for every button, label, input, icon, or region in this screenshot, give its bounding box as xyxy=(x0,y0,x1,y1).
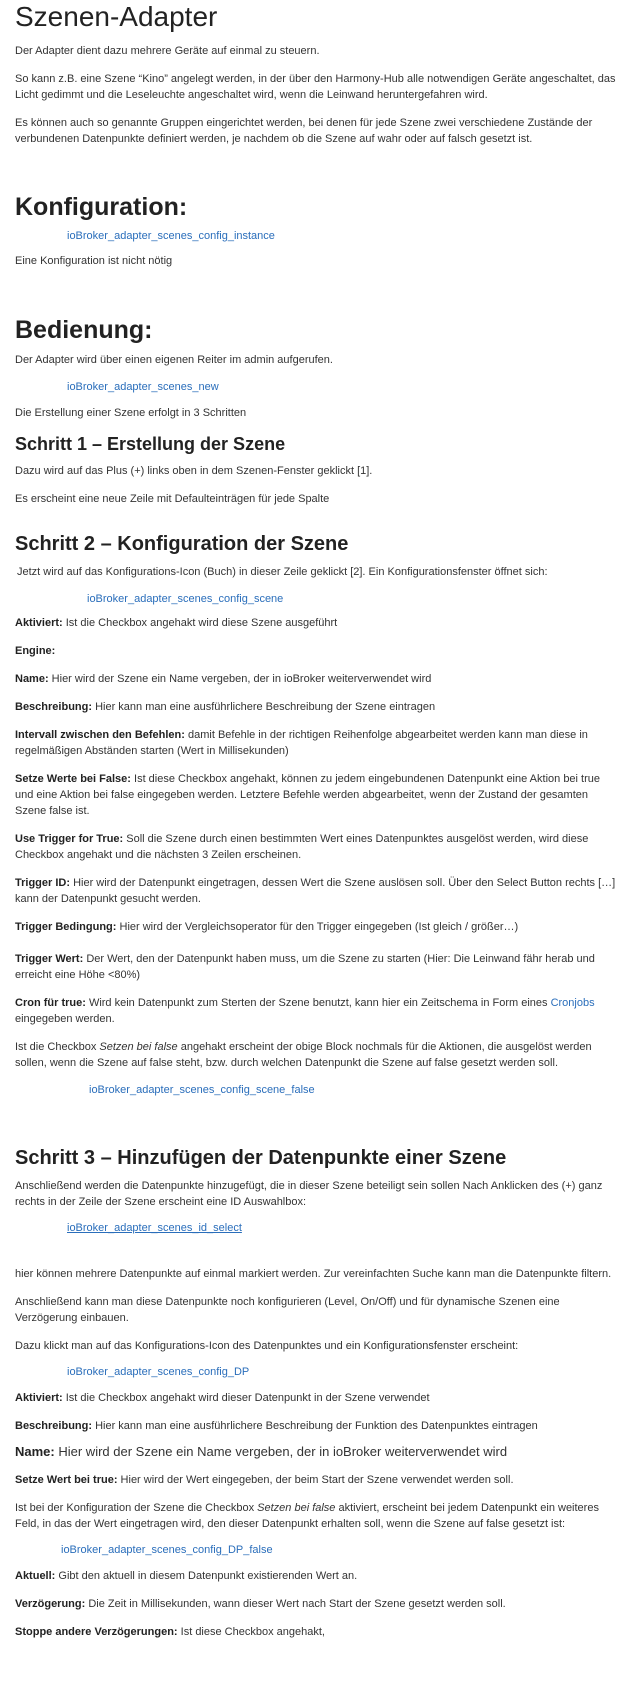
item-text: damit Befehle in der richtigen Reihenfolge abgearbeitet werden kann man diese in regelmäßigen Abständen starten (Wert in Millisekunden) xyxy=(15,729,588,757)
item-text: Soll die Szene durch einen bestimmten Wert eines Datenpunktes ausgelöst werden, wird diese Checkbox angehakt und die nächsten 3 Zeilen erscheinen. xyxy=(15,833,589,861)
step1-text-2: Es erscheint eine neue Zeile mit Defaulteinträgen für jede Spalte xyxy=(15,493,330,505)
item-text: Hier wird der Vergleichsoperator für den Trigger eingegeben (Ist gleich / größer…) xyxy=(116,921,519,933)
dp-name xyxy=(15,1444,617,1460)
item-text: Hier kann man eine ausführlichere Beschreibung der Funktion des Datenpunktes eintragen xyxy=(92,1420,538,1432)
heading-step-1: Schritt 1 – Erstellung der Szene xyxy=(15,434,286,454)
item-label: Use Trigger for True: xyxy=(15,833,124,845)
item-text: Ist diese Checkbox angehakt, können zu jedem eingebundenen Datenpunkt eine Aktion bei true und eine Aktion bei false eingegeben werden. Letztere Befehle werden abgearbeitet, wenn der Zustand der gesamten Szene false ist. xyxy=(15,773,601,817)
item-name xyxy=(15,671,617,687)
item-label: Cron für true: xyxy=(15,997,86,1009)
text-part: aktiviert, erscheint bei jedem Datenpunkt ein weiteres Feld, in das der Wert eingetragen wird, den dieser Datenpunkt erhalten soll, wenn die Szene auf false gesetzt ist: xyxy=(15,1502,599,1530)
step2-items xyxy=(15,615,617,1071)
image-link-id-select[interactable]: ioBroker_adapter_scenes_id_select xyxy=(67,1222,242,1234)
page-title: Szenen-Adapter xyxy=(15,1,218,32)
bedienung-text-2: Die Erstellung einer Szene erfolgt in 3 Schritten xyxy=(15,407,247,419)
step3-text-3: Anschließend kann man diese Datenpunkte noch konfigurieren (Level, On/Off) und für dynamische Szenen eine Verzögerung einbauen. xyxy=(15,1296,560,1324)
dp-verzoegerung xyxy=(15,1596,617,1612)
intro-paragraph-3: Es können auch so genannte Gruppen eingerichtet werden, bei denen für jede Szene zwei verschiedene Zustände der verbundenen Datenpunkte definiert werden, je nachdem ob die Szene auf wahr oder auf falsch gesetzt ist. xyxy=(15,117,593,145)
item-label: Engine: xyxy=(15,645,56,657)
item-label: Verzögerung: xyxy=(15,1598,86,1610)
item-text: Die Zeit in Millisekunden, wann dieser Wert nach Start der Szene gesetzt werden soll. xyxy=(85,1598,506,1610)
item-text: Ist die Checkbox angehakt wird diese Szene ausgeführt xyxy=(62,617,338,629)
step3-text-2: hier können mehrere Datenpunkte auf einmal markiert werden. Zur vereinfachten Suche kann man die Datenpunkte filtern. xyxy=(15,1268,612,1280)
item-cron xyxy=(15,995,617,1027)
konfiguration-text: Eine Konfiguration ist nicht nötig xyxy=(15,255,173,267)
item-label: Setze Wert bei true: xyxy=(15,1474,118,1486)
item-label: Trigger Wert: xyxy=(15,953,84,965)
item-label: Name: xyxy=(15,673,49,685)
text-emphasis: Setzen bei false xyxy=(257,1502,336,1514)
item-trigger-bedingung xyxy=(15,919,617,935)
heading-step-2: Schritt 2 – Konfiguration der Szene xyxy=(15,533,349,555)
item-text: Hier wird der Datenpunkt eingetragen, dessen Wert die Szene auslösen soll. Über den Select Button rechts […] kann der Datenpunkt gesucht werden. xyxy=(15,877,616,905)
item-trigger-wert xyxy=(15,951,617,983)
item-label: Intervall zwischen den Befehlen: xyxy=(15,729,185,741)
item-aktiviert xyxy=(15,615,617,631)
step1-text-1: Dazu wird auf das Plus (+) links oben in dem Szenen-Fenster geklickt [1]. xyxy=(15,465,373,477)
intro-paragraph-2: So kann z.B. eine Szene “Kino” angelegt werden, in der über den Harmony-Hub alle notwendigen Geräte angeschaltet, das Licht gedimmt und die Leseleuchte angeschaltet wird, wenn die Leinwand heruntergefahren wird. xyxy=(15,73,616,101)
item-label: Aktiviert: xyxy=(15,1392,63,1404)
item-text: Der Wert, den der Datenpunkt haben muss, um die Szene zu starten (Hier: Die Leinwand fähr herab und erreicht eine Höhe <80%) xyxy=(15,953,595,981)
image-link-config-instance[interactable]: ioBroker_adapter_scenes_config_instance xyxy=(67,230,275,242)
dp-setze-wert xyxy=(15,1472,617,1488)
item-text: Gibt den aktuell in diesem Datenpunkt existierenden Wert an. xyxy=(55,1570,358,1582)
step2-text-1: Jetzt wird auf das Konfigurations-Icon (Buch) in dieser Zeile geklickt [2]. Ein Konfigurationsfenster öffnet sich: xyxy=(17,566,548,578)
item-setze-werte xyxy=(15,771,617,819)
item-text: Hier wird der Wert eingegeben, der beim Start der Szene verwendet werden soll. xyxy=(117,1474,514,1486)
heading-konfiguration: Konfiguration: xyxy=(15,193,188,221)
item-text: Hier wird der Szene ein Name vergeben, der in ioBroker weiterverwendet wird xyxy=(54,1444,508,1459)
text-part: angehakt erscheint der obige Block nochmals für die Aktionen, die ausgelöst werden sollen, wenn die Szene auf false steht, bzw. durch welchen Datenpunkt die Szene auf false gesetzt werden soll. xyxy=(15,1041,592,1069)
intro-paragraph-1: Der Adapter dient dazu mehrere Geräte auf einmal zu steuern. xyxy=(15,45,320,57)
dp-aktuell xyxy=(15,1568,617,1584)
dp-aktiviert xyxy=(15,1390,617,1406)
image-link-config-scene-false[interactable]: ioBroker_adapter_scenes_config_scene_false xyxy=(89,1084,315,1096)
item-label: Aktiviert: xyxy=(15,617,63,629)
item-label: Beschreibung: xyxy=(15,1420,93,1432)
image-link-config-dp-false[interactable]: ioBroker_adapter_scenes_config_DP_false xyxy=(61,1544,273,1556)
text-part: Ist bei der Konfiguration der Szene die Checkbox xyxy=(15,1502,258,1514)
item-text: Hier kann man eine ausführlichere Beschreibung der Szene eintragen xyxy=(92,701,436,713)
heading-step-3: Schritt 3 – Hinzufügen der Datenpunkte einer Szene xyxy=(15,1147,507,1169)
item-label: Setze Werte bei False: xyxy=(15,773,131,785)
dp-stoppe xyxy=(15,1624,617,1640)
false-block-text xyxy=(15,1039,617,1071)
item-label: Aktuell: xyxy=(15,1570,56,1582)
image-link-config-scene[interactable]: ioBroker_adapter_scenes_config_scene xyxy=(87,593,284,605)
text-part: Ist die Checkbox xyxy=(15,1041,100,1053)
item-intervall xyxy=(15,727,617,759)
item-trigger-id xyxy=(15,875,617,907)
item-label: Name: xyxy=(15,1444,55,1459)
item-label: Trigger ID: xyxy=(15,877,71,889)
step3-text-4: Dazu klickt man auf das Konfigurations-Icon des Datenpunktes und ein Konfigurationsfenster erscheint: xyxy=(15,1340,519,1352)
item-label: Beschreibung: xyxy=(15,701,93,713)
item-text: Hier wird der Szene ein Name vergeben, der in ioBroker weiterverwendet wird xyxy=(48,673,432,685)
item-label: Stoppe andere Verzögerungen: xyxy=(15,1626,178,1638)
step3-text-1: Anschließend werden die Datenpunkte hinzugefügt, die in dieser Szene beteiligt sein sollen Nach Anklicken des (+) ganz rechts in der Zeile der Szene erscheint eine ID Auswahlbox: xyxy=(15,1180,603,1208)
dp-false-text xyxy=(15,1500,617,1532)
heading-bedienung: Bedienung: xyxy=(15,316,153,344)
item-text: Ist die Checkbox angehakt wird dieser Datenpunkt in der Szene verwendet xyxy=(62,1392,430,1404)
image-link-config-dp[interactable]: ioBroker_adapter_scenes_config_DP xyxy=(67,1366,250,1378)
cronjobs-link[interactable]: Cronjobs xyxy=(550,997,595,1009)
text-emphasis: Setzen bei false xyxy=(99,1041,178,1053)
item-label: Trigger Bedingung: xyxy=(15,921,117,933)
dp-beschreibung xyxy=(15,1418,617,1434)
item-engine xyxy=(15,643,617,659)
item-beschreibung xyxy=(15,699,617,715)
item-text: Ist diese Checkbox angehakt, xyxy=(177,1626,325,1638)
image-link-scenes-new[interactable]: ioBroker_adapter_scenes_new xyxy=(67,381,219,393)
item-text: Wird kein Datenpunkt zum Sterten der Szene benutzt, kann hier ein Zeitschema in Form eines xyxy=(85,997,551,1009)
item-use-trigger xyxy=(15,831,617,863)
item-text: eingegeben werden. xyxy=(15,1013,115,1025)
bedienung-text-1: Der Adapter wird über einen eigenen Reiter im admin aufgerufen. xyxy=(15,354,333,366)
